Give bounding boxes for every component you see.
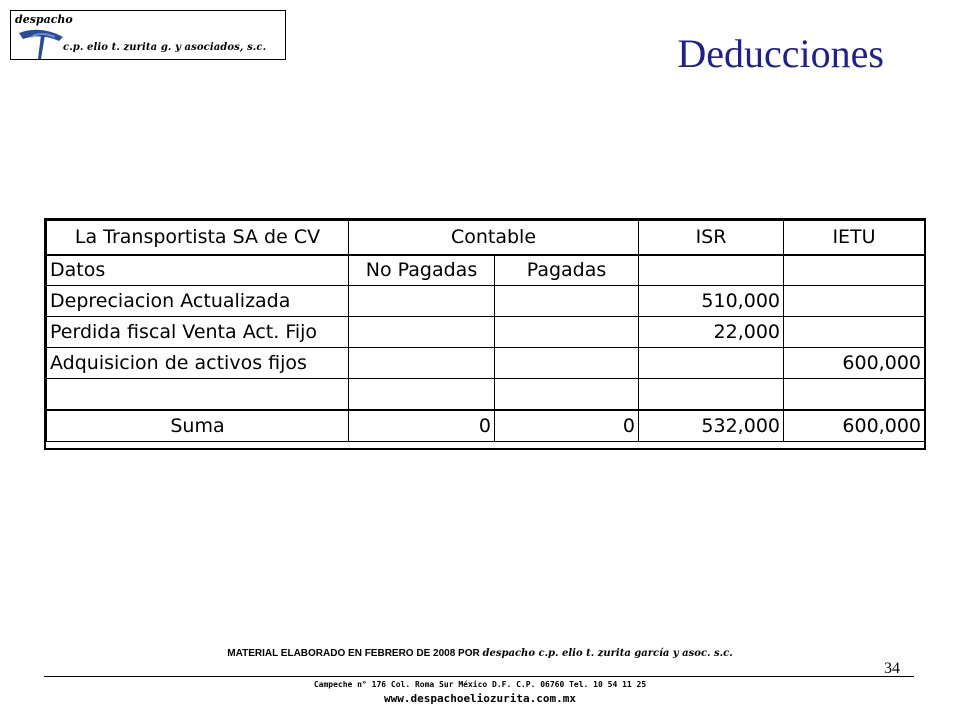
cell-isr: 22,000 xyxy=(639,317,784,348)
logo-bottom-text: c.p. elio t. zurita g. y asociados, s.c. xyxy=(63,42,267,53)
row-label: Perdida fiscal Venta Act. Fijo xyxy=(47,317,349,348)
cell-no-pagadas xyxy=(349,317,495,348)
table-subheader-row xyxy=(47,255,925,286)
cell-no-pagadas xyxy=(349,379,495,410)
table-row xyxy=(47,317,925,348)
cell-isr xyxy=(639,348,784,379)
cell-no-pagadas xyxy=(349,348,495,379)
cell-pagadas xyxy=(495,348,639,379)
cell-isr: 510,000 xyxy=(639,286,784,317)
cell-ietu: 600,000 xyxy=(784,348,925,379)
subheader-isr xyxy=(639,255,784,286)
header-company: La Transportista SA de CV xyxy=(47,221,349,255)
cell-ietu xyxy=(784,379,925,410)
subheader-pagadas: Pagadas xyxy=(495,255,639,286)
footer-credit xyxy=(0,648,960,659)
sum-isr: 532,000 xyxy=(639,410,784,442)
header-ietu: IETU xyxy=(784,221,925,255)
cell-pagadas xyxy=(495,317,639,348)
table-row xyxy=(47,348,925,379)
subheader-datos: Datos xyxy=(47,255,349,286)
row-label xyxy=(47,379,349,410)
cell-ietu xyxy=(784,317,925,348)
logo-top-text: despacho xyxy=(15,13,73,26)
company-logo xyxy=(10,10,286,60)
cell-ietu xyxy=(784,286,925,317)
credit-prefix: MATERIAL ELABORADO EN FEBRERO DE 2008 POR xyxy=(227,648,483,659)
cell-pagadas xyxy=(495,286,639,317)
row-label: Depreciacion Actualizada xyxy=(47,286,349,317)
credit-firm: despacho c.p. elio t. zurita garcía y asoc. s.c. xyxy=(482,648,733,659)
footer-url[interactable]: www.despachoeliozurita.com.mx xyxy=(383,692,577,705)
subheader-no-pagadas: No Pagadas xyxy=(349,255,495,286)
deductions-table xyxy=(44,218,926,450)
page-number: 34 xyxy=(884,660,900,677)
table-sum-row xyxy=(47,410,925,442)
row-label: Adquisicion de activos fijos xyxy=(47,348,349,379)
table-row xyxy=(47,379,925,410)
footer-divider xyxy=(44,676,914,677)
cell-pagadas xyxy=(495,379,639,410)
sum-ietu: 600,000 xyxy=(784,410,925,442)
sum-no-pagadas: 0 xyxy=(349,410,495,442)
header-contable: Contable xyxy=(349,221,639,255)
sum-label: Suma xyxy=(47,410,349,442)
table-header-row xyxy=(47,221,925,255)
cell-no-pagadas xyxy=(349,286,495,317)
table-row xyxy=(47,286,925,317)
sum-pagadas: 0 xyxy=(495,410,639,442)
subheader-ietu xyxy=(784,255,925,286)
header-isr: ISR xyxy=(639,221,784,255)
page-title: Deducciones xyxy=(677,31,884,76)
footer-address: Campeche n° 176 Col. Roma Sur México D.F. C.P. 06760 Tel. 10 54 11 25 xyxy=(313,680,647,689)
cell-isr xyxy=(639,379,784,410)
